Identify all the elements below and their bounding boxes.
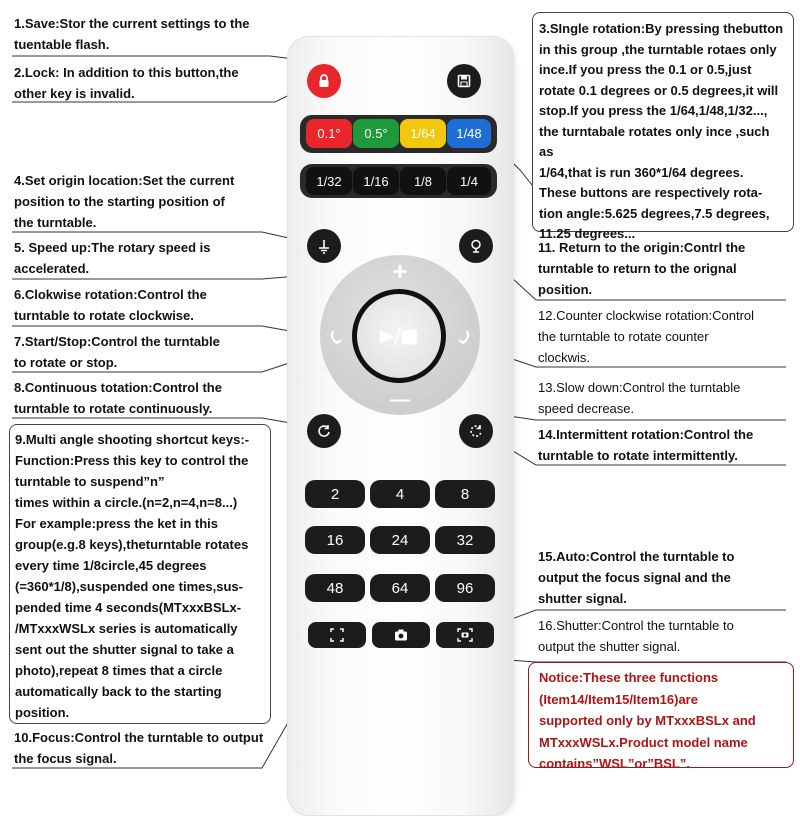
return-origin-icon [468,238,484,254]
rotate-1-16-button[interactable]: 1/16 [353,167,399,195]
camera-shutter-icon [394,628,408,642]
rotate-1-8-button[interactable]: 1/8 [400,167,446,195]
note-save: 1.Save:Stor the current settings to the tuentable flash. [14,16,250,52]
suspend-64-button[interactable]: 64 [370,574,430,602]
note-speed-up: 5. Speed up:The rotary speed is accelerated. [14,240,211,276]
note-multi-angle: 9.Multi angle shooting shortcut keys:- Function:Press this key to control the turntable to suspend”n” times within a circle.(n=2,n=4,n=8...) For example:press the ket in this group(e.g.8 keys),theturntable rotates every time 1/8circle,45 degrees (=360*1/8),suspended one times,sus- pended time 4 seconds(MTxxxBSLx- /MTxxxWSLx series is automatically sent out the shutter signal to take a photo),repeat 8 times that a circle automatically back to the starting position. [15,432,250,720]
note-multi-angle-box [9,424,271,724]
note-return-origin: 11. Return to the origin:Contrl the turntable to return to the orignal position. [538,240,746,297]
shutter-button[interactable] [372,622,430,648]
speed-up-button[interactable]: + [392,255,408,286]
rotate-0.1-button[interactable]: 0.1° [306,119,352,148]
play-stop-icon: ▶/■ [379,325,419,347]
notice-box [528,662,794,771]
focus-icon [330,628,344,642]
rotate-0.5-button[interactable]: 0.5° [353,119,399,148]
counter-clockwise-arrow-icon [451,325,473,347]
counter-clockwise-button[interactable] [448,322,476,350]
auto-focus-shutter-icon [457,628,473,642]
intermittent-rotation-button[interactable] [459,414,493,448]
note-intermittent: 14.Intermittent rotation:Control the turntable to rotate intermittently. [538,427,754,463]
note-auto: 15.Auto:Control the turntable to output the focus signal and the shutter signal. [538,549,735,606]
start-stop-button[interactable] [352,289,446,383]
note-single-rotation: 3.SIngle rotation:By pressing thebutton in this group ,the turntable rotaes only ince.If you press the 0.1 or 0.5,just rotate 0.1 degrees or 0.5 degrees,it will stop.If you press the 1/64,1/48,1/32..., the turntabale rotates only ince ,such as 1/64,that is run 360*1/64 degrees. These buttons are respectively rota- tion angle:5.625 degrees,7.5 degrees, 11.25 degrees... [539,21,784,241]
lock-button[interactable] [307,64,341,98]
suspend-24-button[interactable]: 24 [370,526,430,554]
save-button[interactable] [447,64,481,98]
slow-down-button[interactable]: — [390,388,410,411]
note-start-stop: 7.Start/Stop:Control the turntable to rotate or stop. [14,334,220,370]
return-origin-button[interactable] [459,229,493,263]
clockwise-button[interactable] [324,322,352,350]
suspend-16-button[interactable]: 16 [305,526,365,554]
suspend-2-button[interactable]: 2 [305,480,365,508]
set-origin-button[interactable] [307,229,341,263]
suspend-96-button[interactable]: 96 [435,574,495,602]
intermittent-rotation-icon [468,423,484,439]
rotate-1-64-button[interactable]: 1/64 [400,119,446,148]
note-clockwise: 6.Clokwise rotation:Control the turntable to rotate clockwise. [14,287,207,323]
suspend-8-button[interactable]: 8 [435,480,495,508]
rotate-1-32-button[interactable]: 1/32 [306,167,352,195]
auto-button[interactable] [436,622,494,648]
suspend-48-button[interactable]: 48 [305,574,365,602]
continuous-rotation-button[interactable] [307,414,341,448]
note-continuous: 8.Continuous totation:Control the turntable to rotate continuously. [14,380,222,416]
rotate-1-48-button[interactable]: 1/48 [447,119,491,148]
floppy-disk-icon [456,73,472,89]
note-set-origin: 4.Set origin location:Set the current position to the starting position of the turntable. [14,173,235,230]
focus-button[interactable] [308,622,366,648]
note-counter-clockwise: 12.Counter clockwise rotation:Control the turntable to rotate counter clockwis. [538,308,755,365]
suspend-4-button[interactable]: 4 [370,480,430,508]
suspend-32-button[interactable]: 32 [435,526,495,554]
clockwise-arrow-icon [327,325,349,347]
note-lock: 2.Lock: In addition to this button,the other key is invalid. [14,65,239,101]
note-shutter: 16.Shutter:Control the turntable to output the shutter signal. [538,618,734,654]
rotate-1-4-button[interactable]: 1/4 [447,167,491,195]
note-slow-down: 13.Slow down:Control the turntable speed decrease. [538,380,741,416]
set-origin-icon [316,238,332,254]
note-focus: 10.Focus:Control the turntable to output the focus signal. [14,730,264,766]
continuous-rotation-icon [316,423,332,439]
notice-text: Notice:These three functions (Item14/Item15/Item16)are supported only by MTxxxBSLx and MTxxxWSLx.Product model name contains”WSL”or”BSL”. [539,670,756,771]
lock-icon [316,73,332,89]
note-single-rotation-box [532,12,794,241]
